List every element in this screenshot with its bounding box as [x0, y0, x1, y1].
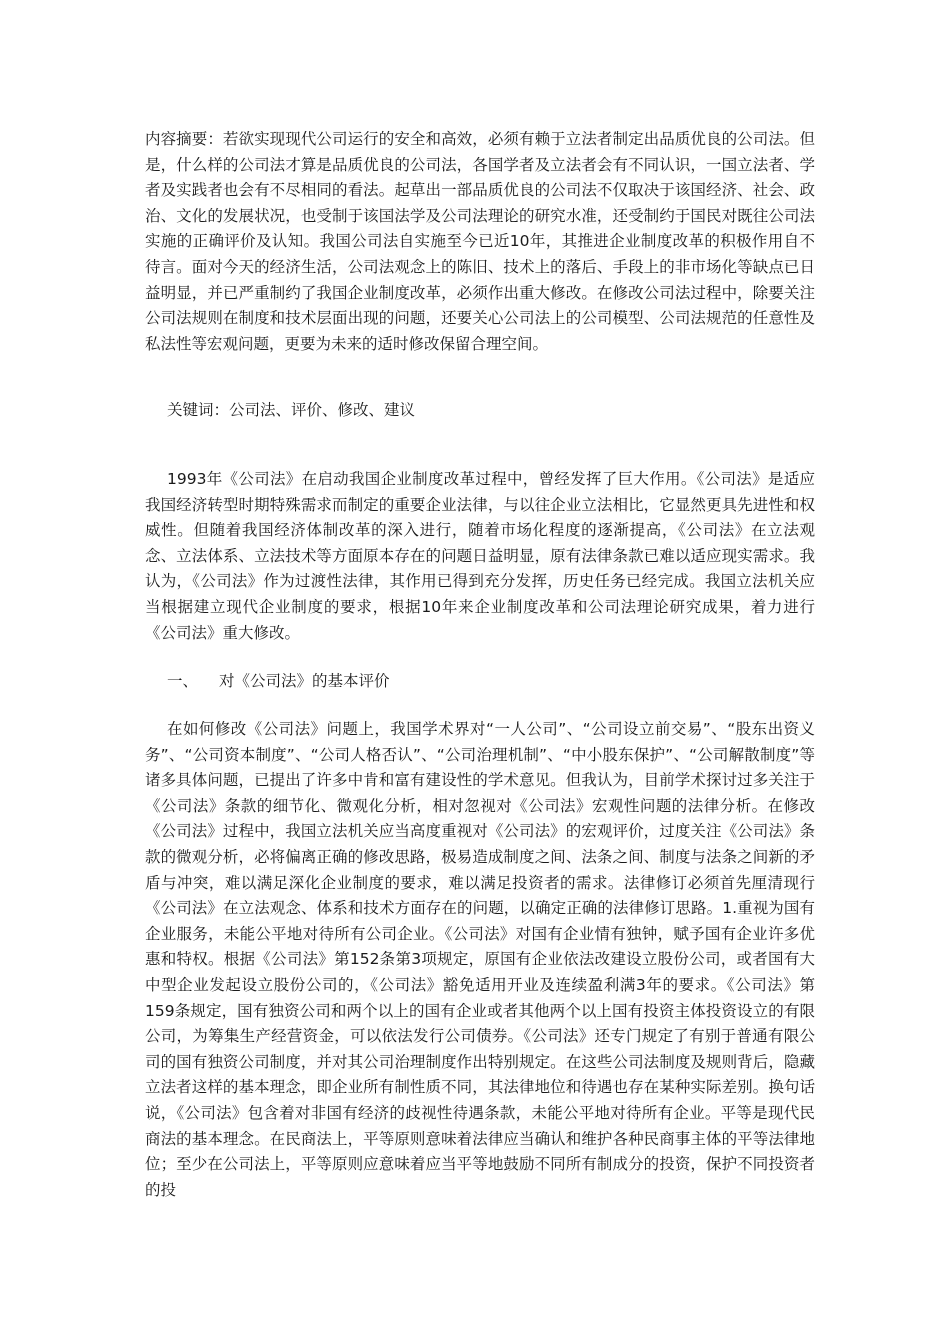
body-paragraph-1: 1993年《公司法》在启动我国企业制度改革过程中，曾经发挥了巨大作用。《公司法》是适应我国经济转型时期特殊需求而制定的重要企业法律，与以往企业立法相比，它显然更具先进性和权威性。但随着我国经济体制改革的深入进行，随着市场化程度的逐渐提高，《公司法》在立法观念、立法体系、立法技术等方面原本存在的问题日益明显，原有法律条款已难以适应现实需求。我认为，《公司法》作为过渡性法律，其作用已得到充分发挥，历史任务已经完成。我国立法机关应当根据建立现代企业制度的要求，根据10年来企业制度改革和公司法理论研究成果，着力进行《公司法》重大修改。 — [145, 470, 815, 642]
section-heading-1 — [145, 669, 815, 695]
abstract-paragraph: 内容摘要：若欲实现现代公司运行的安全和高效，必须有赖于立法者制定出品质优良的公司法。但是，什么样的公司法才算是品质优良的公司法，各国学者及立法者会有不同认识，一国立法者、学者及实践者也会有不尽相同的看法。起草出一部品质优良的公司法不仅取决于该国经济、社会、政治、文化的发展状况，也受制于该国法学及公司法理论的研究水准，还受制约于国民对既往公司法实施的正确评价及认知。我国公司法自实施至今已近10年，其推进企业制度改革的积极作用自不待言。面对今天的经济生活，公司法观念上的陈旧、技术上的落后、手段上的非市场化等缺点已日益明显，并已严重制约了我国企业制度改革，必须作出重大修改。在修改公司法过程中，除要关注公司法规则在制度和技术层面出现的问题，还要关心公司法上的公司模型、公司法规范的任意性及私法性等宏观问题，更要为未来的适时修改保留合理空间。 — [145, 130, 815, 353]
keywords-line: 关键词：公司法、评价、修改、建议 — [167, 401, 416, 419]
section-title: 对《公司法》的基本评价 — [219, 672, 390, 690]
body-paragraph-2: 在如何修改《公司法》问题上，我国学术界对“一人公司”、“公司设立前交易”、“股东出资义务”、“公司资本制度”、“公司人格否认”、“公司治理机制”、“中小股东保护”、“公司解散制度”等诸多具体问题，已提出了许多中肯和富有建设性的学术意见。但我认为，目前学术探讨过多关注于《公司法》条款的细节化、微观化分析，相对忽视对《公司法》宏观性问题的法律分析。在修改《公司法》过程中，我国立法机关应当高度重视对《公司法》的宏观评价，过度关注《公司法》条款的微观分析，必将偏离正确的修改思路，极易造成制度之间、法条之间、制度与法条之间新的矛盾与冲突，难以满足深化企业制度的要求，难以满足投资者的需求。法律修订必须首先厘清现行《公司法》在立法观念、体系和技术方面存在的问题，以确定正确的法律修订思路。1.重视为国有企业服务，未能公平地对待所有公司企业。《公司法》对国有企业情有独钟，赋予国有企业许多优惠和特权。根据《公司法》第152条第3项规定，原国有企业依法改建设立股份公司，或者国有大中型企业发起设立股份公司的，《公司法》豁免适用开业及连续盈利满3年的要求。《公司法》第159条规定，国有独资公司和两个以上的国有企业或者其他两个以上国有投资主体投资设立的有限公司，为筹集生产经营资金，可以依法发行公司债券。《公司法》还专门规定了有别于普通有限公司的国有独资公司制度，并对其公司治理制度作出特别规定。在这些公司法制度及规则背后，隐藏立法者这样的基本理念，即企业所有制性质不同，其法律地位和待遇也存在某种实际差别。换句话说，《公司法》包含着对非国有经济的歧视性待遇条款，未能公平地对待所有企业。平等是现代民商法的基本理念。在民商法上，平等原则意味着法律应当确认和维护各种民商事主体的平等法律地位；至少在公司法上，平等原则应意味着应当平等地鼓励不同所有制成分的投资，保护不同投资者的投 — [145, 720, 815, 1199]
section-number: 一、 — [167, 672, 199, 690]
